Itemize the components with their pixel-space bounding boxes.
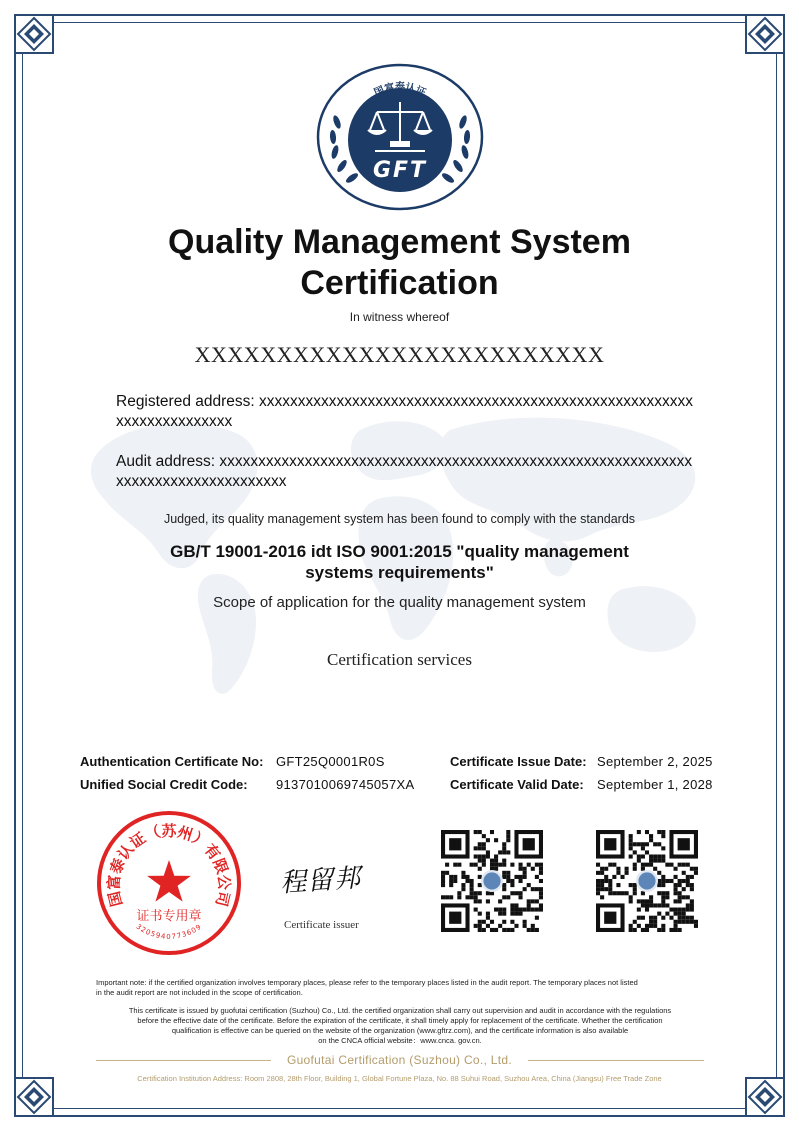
auth-cert-no-label: Authentication Certificate No:: [80, 754, 264, 769]
witness-text: In witness whereof: [349, 310, 450, 324]
credit-code-label: Unified Social Credit Code:: [80, 777, 248, 792]
standard-line-2: systems requirements": [305, 563, 494, 582]
standard-line-1: GB/T 19001-2016 idt ISO 9001:2015 "quality management: [170, 542, 629, 561]
issuer-signature: 程留邦: [279, 863, 363, 899]
gft-logo: [315, 62, 485, 212]
scope-value: Certification services: [327, 650, 472, 669]
note-line: This certificate is issued by guofutai certification (Suzhou) Co., Ltd. the certified organization shall carry out supervision and audit in accordance with the regulations: [128, 1006, 672, 1015]
audit-address: [116, 452, 696, 492]
red-star-icon: [147, 860, 191, 902]
official-seal: [94, 808, 244, 958]
footer-divider-right: [528, 1060, 704, 1061]
qr-center-logo-icon: [482, 871, 502, 891]
issue-date-label: Certificate Issue Date:: [450, 754, 587, 769]
registered-address: [116, 392, 696, 432]
corner-ornament-icon: [745, 14, 785, 54]
note-line: on the CNCA official website：www.cnca. gov.cn.: [318, 1036, 482, 1045]
issuance-note: [80, 1006, 720, 1046]
title-line-1: Quality Management System: [168, 223, 631, 261]
auth-cert-no-value: GFT25Q0001R0S: [276, 754, 385, 769]
credit-code-value: 9137010069745057XA: [276, 777, 415, 792]
note-line: before the effective date of the certificate. Before the expiration of the certificate, it shall timely apply for replacement of the certificate. Whether the certification: [137, 1016, 663, 1025]
note-line: Important note: if the certified organization involves temporary places, please refer to the temporary places listed in the audit report. The temporary places not listed: [96, 978, 638, 987]
registered-address-label: Registered address:: [116, 393, 255, 410]
seal-number: 3205940773609: [134, 922, 204, 941]
registered-address-value: xxxxxxxxxxxxxxxxxxxxxxxxxxxxxxxxxxxxxxxxxxxxxxxxxxxxxxxxxxxxxxxxxxxxxxx: [116, 393, 694, 430]
logo-brand-text: GFT: [372, 158, 428, 183]
valid-date-value: September 1, 2028: [597, 777, 713, 792]
footer-company-name: Guofutai Certification (Suzhou) Co., Ltd.: [286, 1053, 513, 1067]
corner-ornament-icon: [14, 1077, 54, 1117]
verification-qr-code[interactable]: [441, 830, 543, 932]
title-line-2: Certification: [300, 264, 499, 302]
logo-arc-text: 国富泰认证: [372, 82, 428, 99]
note-line: qualification is effective can be queried on the website of the organization (www.gftrz.com), and the certificate information is also available: [171, 1026, 629, 1035]
verification-qr-code[interactable]: [596, 830, 698, 932]
audit-address-label: Audit address:: [116, 453, 216, 470]
qr-center-logo-icon: [637, 871, 657, 891]
important-note: [96, 978, 716, 998]
issue-date-value: September 2, 2025: [597, 754, 713, 769]
footer-address: Certification Institution Address: Room 2808, 28th Floor, Building 1, Global Fortune Plaza, No. 88 Suhui Road, Suzhou Area, China (Jiangsu) Free Trade Zone: [137, 1074, 662, 1083]
company-name: XXXXXXXXXXXXXXXXXXXXXXXXX: [194, 342, 605, 367]
note-line: in the audit report are not included in the scope of certification.: [96, 988, 303, 997]
seal-arc-text: 国富泰认证（苏州）有限公司: [104, 821, 234, 909]
issuer-label: Certificate issuer: [284, 919, 359, 931]
seal-bottom-text: 证书专用章: [136, 909, 202, 924]
svg-text:3205940773609: [135, 923, 204, 941]
corner-ornament-icon: [745, 1077, 785, 1117]
corner-ornament-icon: [14, 14, 54, 54]
scope-label: Scope of application for the quality management system: [213, 594, 586, 611]
judged-statement: Judged, its quality management system has been found to comply with the standards: [163, 512, 636, 526]
valid-date-label: Certificate Valid Date:: [450, 777, 584, 792]
audit-address-value: xxxxxxxxxxxxxxxxxxxxxxxxxxxxxxxxxxxxxxxxxxxxxxxxxxxxxxxxxxxxxxxxxxxxxxxxxxxxxxxxxxx: [116, 453, 693, 490]
